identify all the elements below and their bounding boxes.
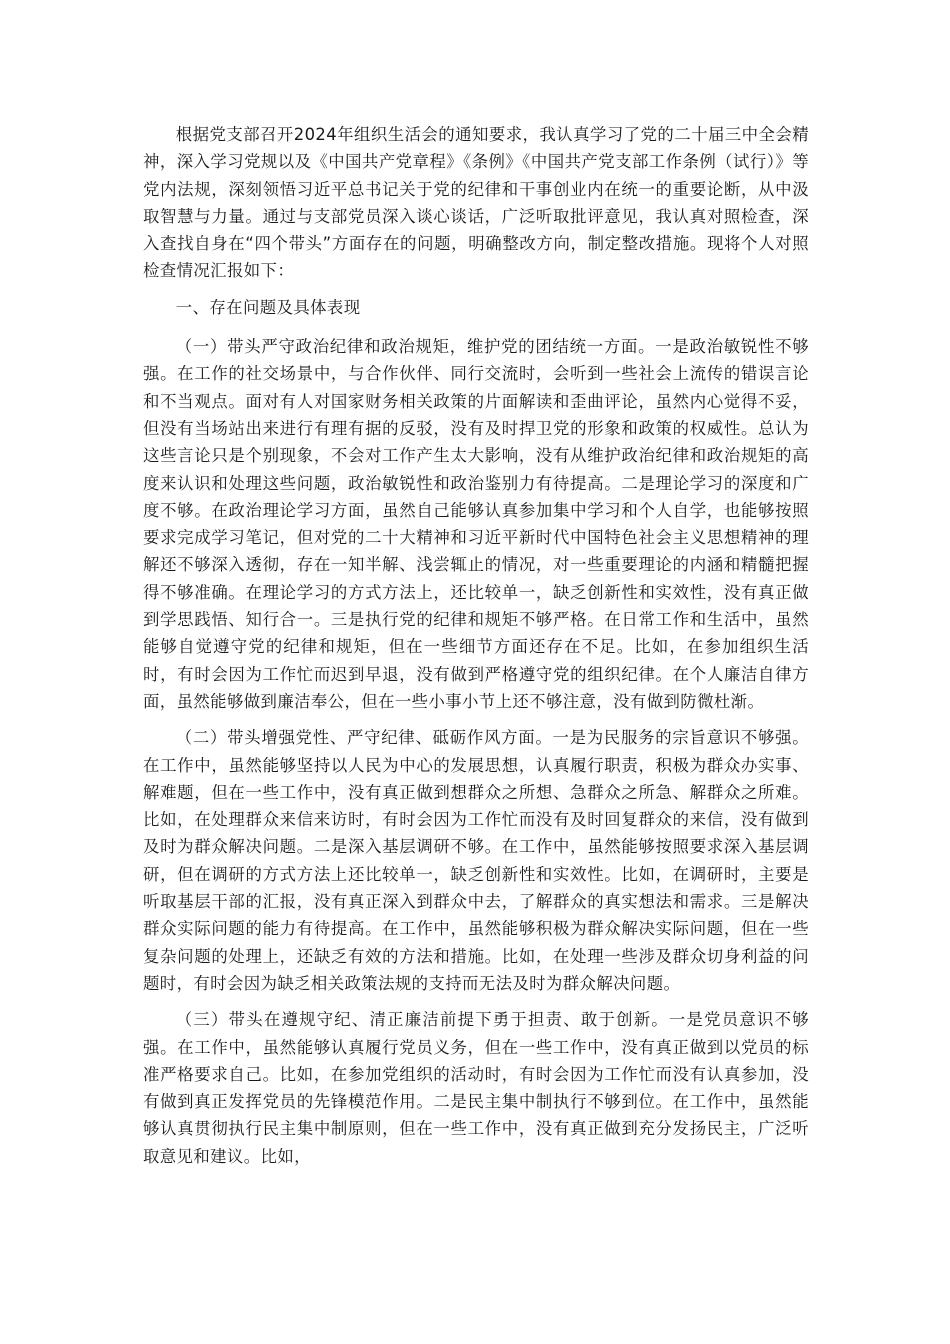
- section-heading: 一、存在问题及具体表现: [175, 297, 361, 317]
- section-two-paragraph: （二）带头增强党性、严守纪律、砥砺作风方面。一是为民服务的宗旨意识不够强。在工作中，虽然能够坚持以人民为中心的发展思想，认真履行职责，积极为群众办实事、解难题，但在一些工作中，没有真正做到想群众之所想、急群众之所急、解群众之所难。比如，在处理群众来信来访时，有时会因为工作忙而没有及时回复群众的来信，没有做到及时为群众解决问题。二是深入基层调研不够。在工作中，虽然能够按照要求深入基层调研，但在调研的方式方法上还比较单一，缺乏创新性和实效性。比如，在调研时，主要是听取基层干部的汇报，没有真正深入到群众中去，了解群众的真实想法和需求。三是解决群众实际问题的能力有待提高。在工作中，虽然能够积极为群众解决实际问题，但在一些复杂问题的处理上，还缺乏有效的方法和措施。比如，在处理一些涉及群众切身利益的问题时，有时会因为缺乏相关政策法规的支持而无法及时为群众解决问题。: [143, 728, 809, 993]
- document-body: [143, 121, 809, 1179]
- section-one-paragraph: （一）带头严守政治纪律和政治规矩，维护党的团结统一方面。一是政治敏锐性不够强。在工作的社交场景中，与合作伙伴、同行交流时，会听到一些社会上流传的错误言论和不当观点。面对有人对国家财务相关政策的片面解读和歪曲评论，虽然内心觉得不妥，但没有当场站出来进行有理有据的反驳，没有及时捍卫党的形象和政策的权威性。总认为这些言论只是个别现象，不会对工作产生太大影响，没有从维护政治纪律和政治规矩的高度来认识和处理这些问题，政治敏锐性和政治鉴别力有待提高。二是理论学习的深度和广度不够。在政治理论学习方面，虽然自己能够认真参加集中学习和个人自学，也能够按照要求完成学习笔记，但对党的二十大精神和习近平新时代中国特色社会主义思想精神的理解还不够深入透彻，存在一知半解、浅尝辄止的情况，对一些重要理论的内涵和精髓把握得不够准确。在理论学习的方式方法上，还比较单一，缺乏创新性和实效性，没有真正做到学思践悟、知行合一。三是执行党的纪律和规矩不够严格。在日常工作和生活中，虽然能够自觉遵守党的纪律和规矩，但在一些细节方面还存在不足。比如，在参加组织生活时，有时会因为工作忙而迟到早退，没有做到严格遵守党的组织纪律。在个人廉洁自律方面，虽然能够做到廉洁奉公，但在一些小事小节上还不够注意，没有做到防微杜渐。: [143, 337, 809, 711]
- intro-paragraph: 根据党支部召开2024年组织生活会的通知要求，我认真学习了党的二十届三中全会精神，深入学习党规以及《中国共产党章程》《条例》《中国共产党支部工作条例（试行）》等党内法规，深刻领悟习近平总书记关于党的纪律和干事创业内在统一的重要论断，从中汲取智慧与力量。通过与支部党员深入谈心谈话，广泛听取批评意见，我认真对照检查，深入查找自身在“四个带头”方面存在的问题，明确整改方向，制定整改措施。现将个人对照检查情况汇报如下：: [143, 125, 809, 281]
- section-three-paragraph: （三）带头在遵规守纪、清正廉洁前提下勇于担责、敢于创新。一是党员意识不够强。在工作中，虽然能够认真履行党员义务，但在一些工作中，没有真正做到以党员的标准严格要求自己。比如，在参加党组织的活动时，有时会因为工作忙而没有认真参加，没有做到真正发挥党员的先锋模范作用。二是民主集中制执行不够到位。在工作中，虽然能够认真贯彻执行民主集中制原则，但在一些工作中，没有真正做到充分发扬民主，广泛听取意见和建议。比如，: [143, 1010, 809, 1166]
